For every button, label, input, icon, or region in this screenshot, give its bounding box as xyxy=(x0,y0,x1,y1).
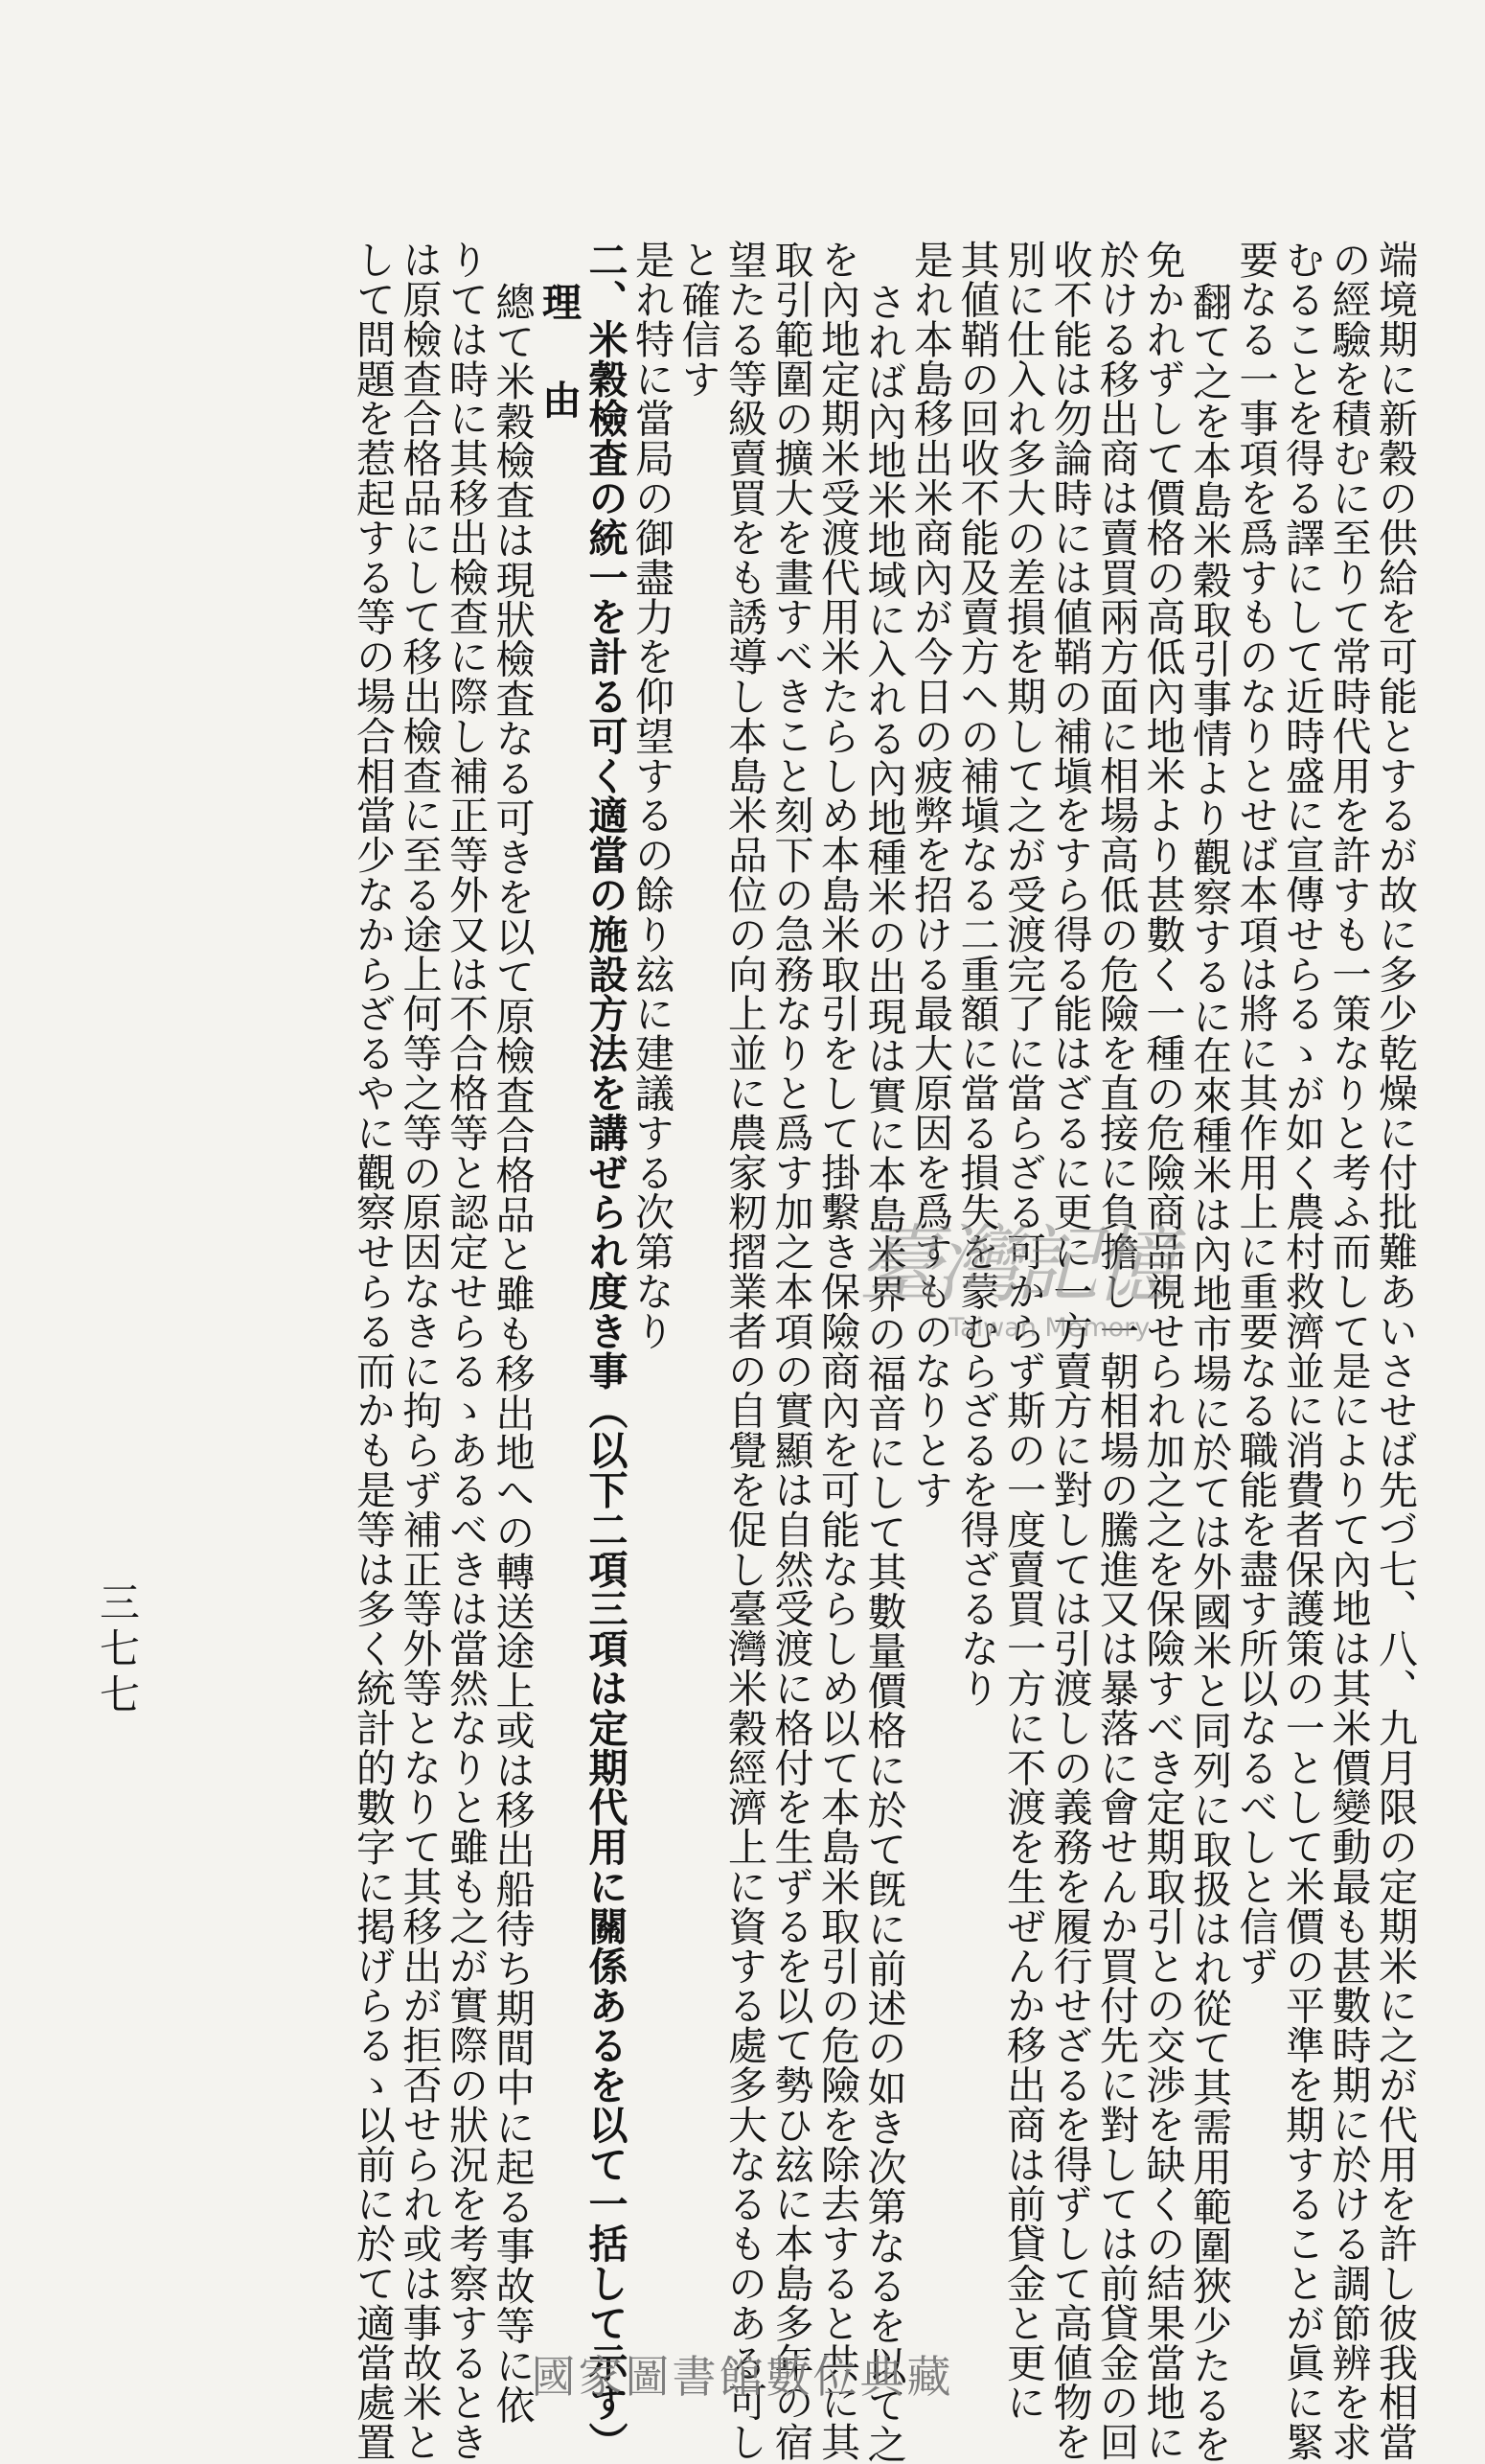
watermark-latin: Taiwan Memory xyxy=(948,1313,1151,1343)
text-column: 別に仕入れ多大の差損を期して之が受渡完了に當らざる可からず斯の一度賣買一方に不渡を生ぜんか移出商は前貸金と更に xyxy=(1000,240,1046,2422)
text-column: むることを得る譯にして近時盛に宣傳せらるゝが如く農村救濟並に消費者保護策の一として米價の平準を期することが眞に緊 xyxy=(1279,240,1325,2462)
footer-credit: 國家圖書館數位典藏 xyxy=(531,2351,954,2403)
watermark-logo xyxy=(857,1198,1198,1380)
reason-heading: 理 由 xyxy=(536,282,582,428)
page-number: 三七七 xyxy=(94,1581,141,1719)
text-column: を內地定期米受渡代用米たらしめ本島米取引をして掛繫き保險商內を可能ならしめ以て本島米取引の危險を除去すると共に其 xyxy=(814,240,860,2462)
text-column: 端境期に新穀の供給を可能とするが故に多少乾燥に付批難あいさせば先づ七、八、九月限の定期米に之が代用を許し彼我相當 xyxy=(1372,240,1418,2462)
text-column: 是れ本島移出米商內が今日の疲弊を招ける最大原因を爲すものなりとす xyxy=(907,240,953,1509)
text-column: 免かれずして價格の高低內地米より甚數く一種の危險商品視せられ加之之を保險すべき定期取引との交渉を缺くの結果當地に xyxy=(1139,240,1186,2462)
text-column: 總て米穀檢査は現狀檢査なる可きを以て原檢査合格品と雖も移出地への轉送途上或は移出船待ち期間中に起る事故等に依 xyxy=(489,282,536,2425)
text-column: されば內地米地域に入れる內地種米の出現は實に本島米界の福音にして其數量價格に於て旣に前述の如き次第なるを以て之 xyxy=(860,282,907,2464)
text-column: 收不能は勿論時には値鞘の補塡をすら得る能はざるに更に一方賣方に對しては引渡しの義務を履行せざるを得ずして高値物を xyxy=(1046,240,1093,2462)
text-column: 要なる一事項を爲すものなりとせば本項は將に其作用上に重要なる職能を盡す所以なるべしと信ず xyxy=(1232,240,1279,1986)
text-column: して問題を惹起する等の場合相當少なからざるやに觀察せらる而かも是等は多く統計的數字に掲げらるゝ以前に於て適當處置 xyxy=(350,240,396,2462)
text-column: 是れ特に當局の御盡力を仰望するの餘り玆に建議する次第なり xyxy=(628,240,674,1351)
text-column: 取引範圍の擴大を畫すべきこと刻下の急務なりと爲す加之本項の實顯は自然受渡に格付を生ずるを以て勢ひ玆に本島多年の宿 xyxy=(767,240,814,2462)
text-column: の經驗を積むに至りて常時代用を許すも一策なりと考ふ而して是によりて內地は其米價變動最も甚數時期に於ける調節辨を求 xyxy=(1325,240,1372,2462)
text-column: 望たる等級賣買をも誘導し本島米品位の向上並に農家籾摺業者の自覺を促し臺灣米穀經濟上に資する處多大なるものある可し xyxy=(721,240,767,2462)
watermark-glyphs: 臺灣記憶 xyxy=(857,1215,1173,1314)
text-column: と確信す xyxy=(674,240,721,399)
item-heading-two: 二、米穀檢査の統一を計る可く適當の施設方法を講ぜられ度き事（以下二項三項は定期代用に關係あるを以て一括して示す） xyxy=(582,240,628,2462)
text-column: りては時に其移出檢查に際し補正等外又は不合格等と認定せらるゝあるべきは當然なりと雖も之が實際の狀況を考察するとき xyxy=(443,240,489,2462)
text-column: 於ける移出商は賣買兩方面に相場高低の危險を直接に負擔し一朝相場の騰進又は暴落に會せんか買付先に對しては前貸金の回 xyxy=(1093,240,1139,2462)
text-column: は原檢查合格品にして移出檢查に至る途上何等之等の原因なきに拘らず補正等外等となりて其移出が拒否せられ或は事故米と xyxy=(396,240,443,2462)
text-column: 翻て之を本島米穀取引事情より觀察するに在來種米は內地市場に於ては外國米と同列に取扱はれ從て其需用範圍狹少たるを xyxy=(1186,282,1232,2464)
text-column: 其値鞘の回收不能及賣方への補塡なる二重額に當る損失を蒙むらざるを得ざるなり xyxy=(953,240,1000,1708)
